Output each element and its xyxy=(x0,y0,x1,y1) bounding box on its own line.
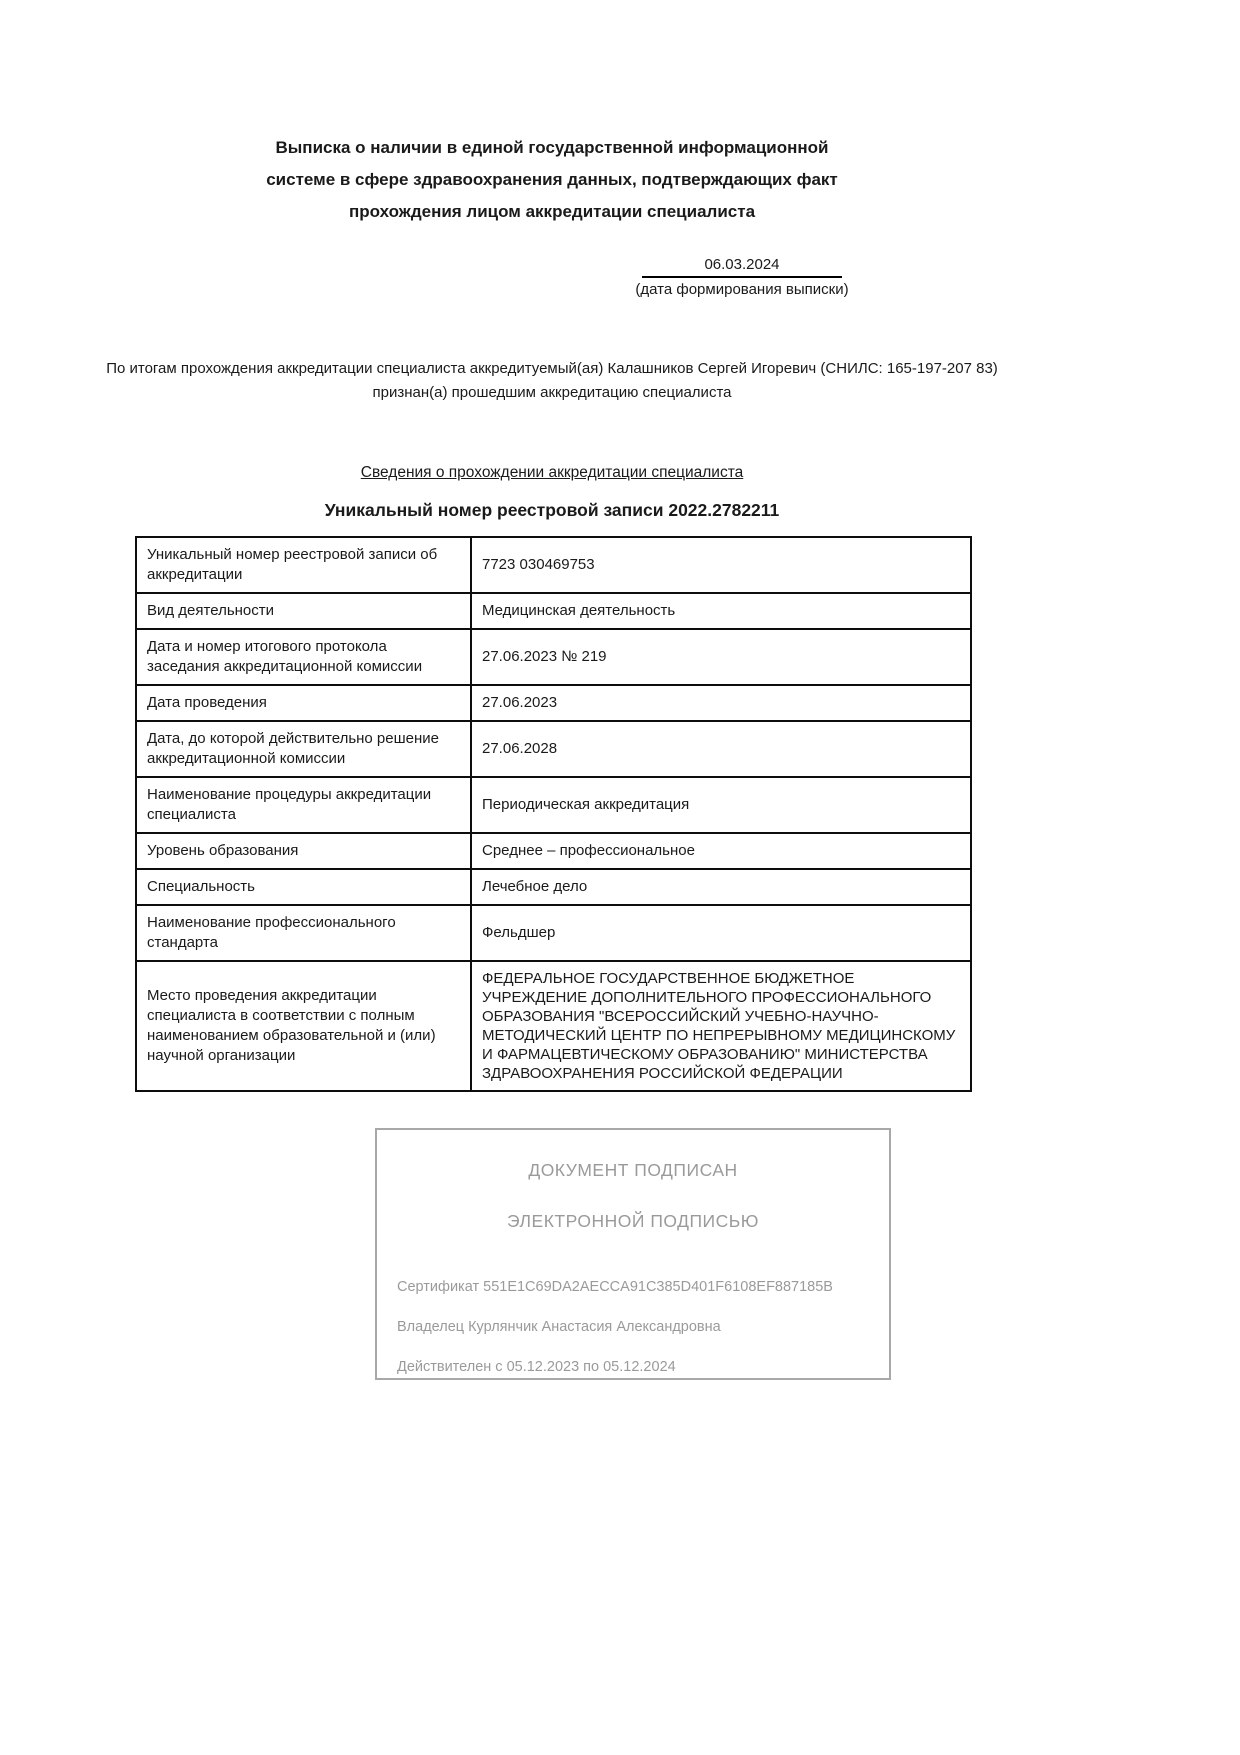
row-value-specialty: Лечебное дело xyxy=(471,869,971,905)
table-row xyxy=(136,721,971,777)
row-label-education-level: Уровень образования xyxy=(136,833,471,869)
row-label-professional-standard: Наименование профессионального стандарта xyxy=(136,905,471,961)
row-value-valid-until: 27.06.2028 xyxy=(471,721,971,777)
table-row xyxy=(136,537,971,593)
extract-date-caption: (дата формирования выписки) xyxy=(635,281,849,298)
signature-certificate: Сертификат 551E1C69DA2AECCA91C385D401F6108EF887185B xyxy=(397,1279,833,1295)
electronic-signature-stamp xyxy=(375,1128,891,1380)
signature-owner: Владелец Курлянчик Анастасия Александровна xyxy=(397,1319,721,1335)
row-label-specialty: Специальность xyxy=(136,869,471,905)
table-row xyxy=(136,905,971,961)
extract-date: 06.03.2024 xyxy=(642,256,842,278)
table-row xyxy=(136,593,971,629)
row-value-education-level: Среднее – профессиональное xyxy=(471,833,971,869)
row-value-date-held: 27.06.2023 xyxy=(471,685,971,721)
row-label-valid-until: Дата, до которой действительно решение аккредитационной комиссии xyxy=(136,721,471,777)
accreditation-table xyxy=(135,536,972,1092)
row-value-registry-number: 7723 030469753 xyxy=(471,537,971,593)
intro-paragraph xyxy=(57,357,1047,405)
table-row xyxy=(136,685,971,721)
row-label-procedure-name: Наименование процедуры аккредитации специалиста xyxy=(136,777,471,833)
section-heading: Сведения о прохождении аккредитации специалиста xyxy=(360,464,744,481)
signature-heading-line1: ДОКУМЕНТ ПОДПИСАН xyxy=(528,1160,738,1180)
row-value-professional-standard: Фельдшер xyxy=(471,905,971,961)
table-row xyxy=(136,777,971,833)
row-label-activity-type: Вид деятельности xyxy=(136,593,471,629)
row-value-protocol: 27.06.2023 № 219 xyxy=(471,629,971,685)
signature-heading-line2: ЭЛЕКТРОННОЙ ПОДПИСЬЮ xyxy=(507,1211,759,1231)
registry-number-heading: Уникальный номер реестровой записи 2022.2782211 xyxy=(324,500,780,520)
table-row xyxy=(136,629,971,685)
row-label-venue-organization: Место проведения аккредитации специалиста в соответствии с полным наименованием образовательной и (или) научной организации xyxy=(136,961,471,1091)
document-title-line3: прохождения лицом аккредитации специалиста xyxy=(348,202,756,221)
row-value-venue-organization: ФЕДЕРАЛЬНОЕ ГОСУДАРСТВЕННОЕ БЮДЖЕТНОЕ УЧРЕЖДЕНИЕ ДОПОЛНИТЕЛЬНОГО ПРОФЕССИОНАЛЬНОГО ОБРАЗОВАНИЯ "ВСЕРОССИЙСКИЙ УЧЕБНО-НАУЧНО-МЕТОДИЧЕСКИЙ ЦЕНТР ПО НЕПРЕРЫВНОМУ МЕДИЦИНСКОМУ И ФАРМАЦЕВТИЧЕСКОМУ ОБРАЗОВАНИЮ" МИНИСТЕРСТВА ЗДРАВООХРАНЕНИЯ РОССИЙСКОЙ ФЕДЕРАЦИИ xyxy=(471,961,971,1091)
row-label-protocol: Дата и номер итогового протокола заседания аккредитационной комиссии xyxy=(136,629,471,685)
table-row xyxy=(136,961,971,1091)
signature-validity: Действителен с 05.12.2023 по 05.12.2024 xyxy=(397,1359,676,1375)
row-value-procedure-name: Периодическая аккредитация xyxy=(471,777,971,833)
document-title-line2: системе в сфере здравоохранения данных, подтверждающих факт xyxy=(266,170,838,189)
row-label-date-held: Дата проведения xyxy=(136,685,471,721)
table-row xyxy=(136,833,971,869)
row-label-registry-number: Уникальный номер реестровой записи об аккредитации xyxy=(136,537,471,593)
document-title-line1: Выписка о наличии в единой государственной информационной xyxy=(275,138,829,157)
table-row xyxy=(136,869,971,905)
intro-line1: По итогам прохождения аккредитации специалиста аккредитуемый(ая) Калашников Сергей Игоревич (СНИЛС: 165-197-207 83) xyxy=(106,360,998,377)
document-title xyxy=(0,0,1104,228)
intro-line2: признан(а) прошедшим аккредитацию специалиста xyxy=(372,384,732,401)
row-value-activity-type: Медицинская деятельность xyxy=(471,593,971,629)
extract-date-block xyxy=(612,256,872,299)
